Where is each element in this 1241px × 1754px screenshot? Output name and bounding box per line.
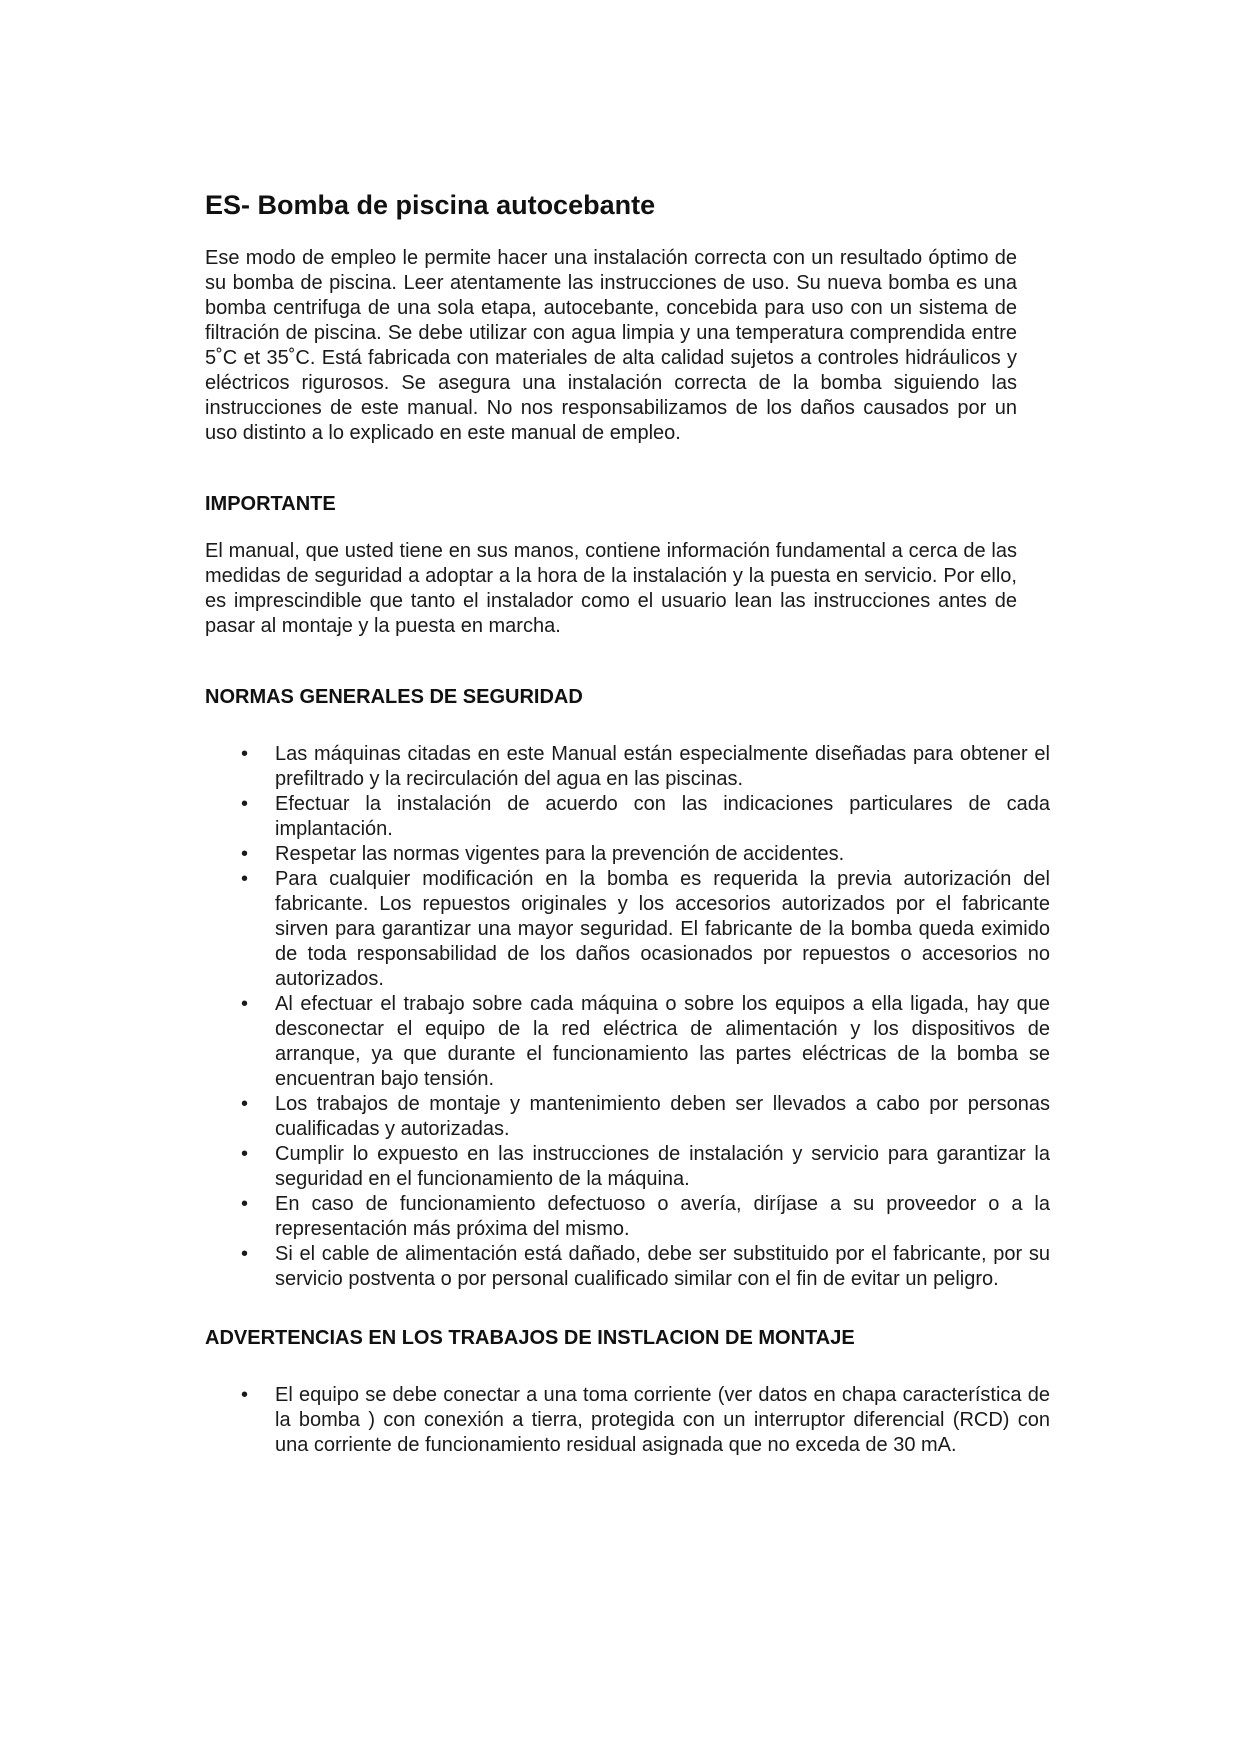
document-title: ES- Bomba de piscina autocebante [205,190,656,220]
bullet-icon: • [241,993,249,1015]
bullet-icon: • [241,868,249,890]
normas-list [205,742,1050,1292]
advertencias-heading: ADVERTENCIAS EN LOS TRABAJOS DE INSTLACION DE MONTAJE [205,1327,855,1349]
importante-paragraph: El manual, que usted tiene en sus manos, contiene información fundamental a cerca de las medidas de seguridad a adoptar a la hora de la instalación y la puesta en servicio. Por ello, es imprescindible que tanto el instalador como el usuario lean las instrucciones antes de pasar al montaje y la puesta en marcha. [205,540,1017,637]
list-item: • El equipo se debe conectar a una toma corriente (ver datos en chapa característica de la bomba ) con conexión a tierra, protegida con un interruptor diferencial (RCD) con una corriente de funcionamiento residual asignada que no exceda de 30 mA. [241,1384,1050,1456]
document-content [205,188,1050,1458]
bullet-icon: • [241,1193,249,1215]
list-item: • Respetar las normas vigentes para la prevención de accidentes. [241,843,845,865]
bullet-icon: • [241,1243,249,1265]
bullet-icon: • [241,1093,249,1115]
list-item: • Los trabajos de montaje y mantenimiento deben ser llevados a cabo por personas cualificadas y autorizadas. [241,1093,1050,1140]
bullet-icon: • [241,843,249,865]
advertencias-list [205,1383,1050,1458]
list-item: • Si el cable de alimentación está dañado, debe ser substituido por el fabricante, por su servicio postventa o por personal cualificado similar con el fin de evitar un peligro. [241,1243,1050,1290]
list-item: • Cumplir lo expuesto en las instrucciones de instalación y servicio para garantizar la seguridad en el funcionamiento de la máquina. [241,1143,1050,1190]
list-item: • En caso de funcionamiento defectuoso o avería, diríjase a su proveedor o a la representación más próxima del mismo. [241,1193,1050,1240]
bullet-icon: • [241,1384,249,1406]
list-item: • Para cualquier modificación en la bomba es requerida la previa autorización del fabricante. Los repuestos originales y los accesorios autorizados por el fabricante sirven para garantizar una mayor seguridad. El fabricante de la bomba queda eximido de toda responsabilidad de los daños ocasionados por repuestos o accesorios no autorizados. [241,868,1050,990]
intro-paragraph: Ese modo de empleo le permite hacer una instalación correcta con un resultado óptimo de su bomba de piscina. Leer atentamente las instrucciones de uso. Su nueva bomba es una bomba centrifuga de una sola etapa, autocebante, concebida para uso con un sistema de filtración de piscina. Se debe utilizar con agua limpia y una temperatura comprendida entre 5˚C et 35˚C. Está fabricada con materiales de alta calidad sujetos a controles hidráulicos y eléctricos rigurosos. Se asegura una instalación correcta de la bomba siguiendo las instrucciones de este manual. No nos responsabilizamos de los daños causados por un uso distinto a lo explicado en este manual de empleo. [205,247,1017,444]
normas-heading: NORMAS GENERALES DE SEGURIDAD [205,686,583,708]
bullet-icon: • [241,743,249,765]
importante-heading: IMPORTANTE [205,493,336,515]
list-item: • Las máquinas citadas en este Manual están especialmente diseñadas para obtener el prefiltrado y la recirculación del agua en las piscinas. [241,743,1050,790]
bullet-icon: • [241,793,249,815]
bullet-icon: • [241,1143,249,1165]
list-item: • Efectuar la instalación de acuerdo con las indicaciones particulares de cada implantación. [241,793,1050,840]
list-item: • Al efectuar el trabajo sobre cada máquina o sobre los equipos a ella ligada, hay que desconectar el equipo de la red eléctrica de alimentación y los dispositivos de arranque, ya que durante el funcionamiento las partes eléctricas de la bomba se encuentran bajo tensión. [241,993,1050,1090]
